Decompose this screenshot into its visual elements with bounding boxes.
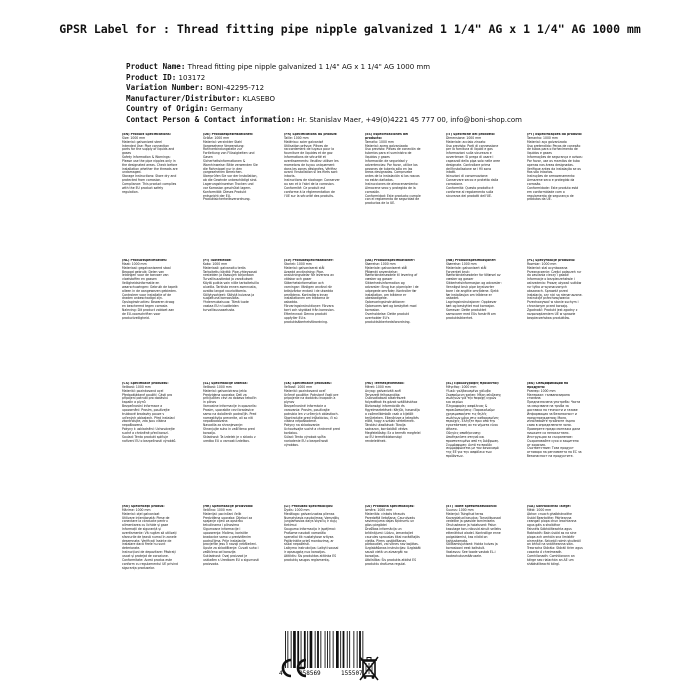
barcode-digits-mid: 058569 [299, 670, 321, 676]
spec-block-header: (FI) Tuotetiedot: [203, 259, 232, 262]
spec-line: Konformität: Dieses Produkt entspricht der EU-Produktsicherheitsverordnung. [203, 189, 251, 202]
barcode-bar [336, 631, 339, 668]
spec-line: Предназначена употреба: Части за свързване на тръби за доставка на течности и газове [527, 400, 581, 412]
spec-line: Yhdenmukaisuus: Tämä tuote vastaa EU:n tuotteiden turvallisuusasetusta. [203, 300, 249, 312]
spec-block [203, 382, 259, 500]
barcode-bar [315, 631, 316, 668]
spec-block-header: (DE) Produktspezifikationen: [203, 133, 254, 136]
spec-line: Vorgesehene Verwendung: Rohrverbindungsteile zur Fortleitung von Flüssigkeiten und Gasen [203, 143, 255, 160]
spec-line: Størrelse: 1000 mm [446, 261, 477, 266]
spec-block [365, 133, 421, 251]
spec-line: Material: verzinkter Stahl [203, 139, 243, 144]
spec-line: Biztonsági információk és figyelmeztetések: Kérjük, használja a csőmellbimbók csak a kijelölt területeken. Ellenőrizze a telepítés előtt, hogy a szálak sértetlenek. [365, 404, 420, 424]
spec-line: Materiaal: gegalvaniseerd staal [122, 265, 171, 270]
barcode-digits-left: 4 [279, 670, 283, 676]
spec-line: Skladnost: Ta izdelek je v skladu z uredbo EU o varnosti izdelkov. [203, 434, 256, 443]
spec-line: Instructions de stockage: Conserver au sec et à l'abri de la corrosion. [284, 178, 340, 186]
spec-block [527, 505, 583, 623]
barcode-bar [333, 631, 334, 668]
spec-line: Conformidad: Este producto cumple con el reglamento de seguridad de productos de la UE. [365, 193, 421, 206]
spec-line: Bezpečnostné informácie a varovania: Prosím, používajte potrubia len v určených oblastiach. Skontrolujte pred inštaláciou, či sú vlákna nepoškodené. [284, 404, 339, 424]
spec-line: Säilytysohjeet: Säilytä kuivana ja suojattuna korroosiolta. [203, 292, 255, 301]
spec-line: Sikkerhedsinformation og advarsler: Brug kun pipenipler i de udpegede områder. Kontroller før installation, om trådene er ubeskadigede. [365, 281, 419, 301]
spec-line: Størrelse: 1000 mm [365, 261, 396, 266]
spec-block-header: (SL) Specifikacije izdelka: [203, 382, 248, 385]
spec-line: Sigurnosne informacije i upozorenja: Molimo, koristite bradavice samo u predviđenim područjima. Prije instalacije provjerite jesu li navoji neoštećeni. [203, 527, 258, 547]
spec-line: Koko: 1000 mm [203, 261, 228, 266]
spec-block [122, 505, 178, 623]
spec-line: Intended Use: Pipe connection parts for the supply of liquids and gases [122, 143, 175, 156]
spec-line: Méret: 1000 mm [365, 384, 391, 389]
spec-block [527, 259, 583, 377]
spec-line: Sukladnost: Ovaj proizvod je usklađen s Uredbom EU o sigurnosti proizvoda. [203, 553, 259, 566]
spec-block [365, 382, 421, 500]
spec-line: Ábhar: cruach ghalbhánaithe [527, 511, 572, 516]
spec-line: Rozmiar: 1000 mm [527, 261, 557, 266]
spec-block [446, 382, 502, 500]
spec-line: Dimensione: 1000 mm [446, 135, 482, 140]
spec-line: Informazioni sulla sicurezza e avvertenze: Si prega di usare i capezzoli della pipa solo nelle aree designate. Controllare prima dell'installazione se i fili sono intatti. [446, 151, 501, 175]
spec-block [284, 505, 340, 623]
spec-block-header: (RO) Specificații produs: [122, 505, 165, 508]
spec-line: Размер: 1000 mm [527, 388, 556, 393]
spec-line: Conformità: Questo prodotto è conforme al regolamento sulla sicurezza dei prodotti dell'UE. [446, 185, 494, 198]
spec-block [527, 382, 583, 500]
spec-line: Taille: 1000 mm [284, 135, 309, 140]
spec-line: Instrucțiuni de depozitare: Păstrați uscat și protejat de coroziune. [122, 550, 176, 558]
info-row-product-name: Product Name: Thread fitting pipe nipple galvanized 1 1/4" AG x 1 1/4" AG 1000 mm [126, 62, 431, 71]
spec-line: Veľkosť: 1000 mm [284, 384, 313, 389]
spec-block-header: (ES) Especificaciones del producto: [365, 133, 409, 140]
spec-line: Instruções de armazenamento: Armazene seco e protegido da corrosão. [527, 174, 576, 186]
spec-line: Overholdelse: Dette produkt overholder EU's produktsikkerhedsforordning. [365, 311, 411, 324]
spec-line: Οδηγίες αποθήκευσης: Αποθηκεύστε στεγνό και προστατευμένο από τη διάβρωση. [446, 430, 500, 443]
spec-line: Úsáid Beartaithe: Páirteanna ceangail píopa chun leachtanna agus gáis a sholáthar [527, 515, 577, 528]
spec-line: Anyag: galvanizált acél [365, 388, 401, 393]
spec-line: Atbilstība: Šis produkts atbilst ES produktu drošuma regulai. [365, 557, 417, 566]
spec-block-header: (BG) Спецификации на продукта: [527, 382, 569, 389]
spec-block [446, 505, 502, 623]
spec-line: Material: galvanizirano jeklo [203, 388, 247, 393]
spec-line: Beoogd gebruik: Delen van leidingen voor de toevoer van vloeistoffen en gassen [122, 269, 169, 282]
spec-block-header: (IT) Specifiche del prodotto: [446, 133, 496, 136]
spec-block-header: (ET) Toote spetsifikatsioonid: [446, 505, 498, 508]
spec-line: Pokyny na skladovanie: Uchovávajte suché a chránené pred koróziou. [284, 423, 340, 435]
barcode-digits-right: 155507 [341, 670, 363, 676]
label-title: GPSR Label for : Thread fitting pipe nipple galvanized 1 1/4" AG x 1 1/4" AG 1000 mm [59, 22, 641, 36]
spec-line: Izmērs: 1000 mm [365, 507, 393, 512]
spec-line: Tarkoitettu käyttö: Pipe-yhteysosat nesteiden ja kaasujen tarjontaan [203, 269, 257, 278]
spec-line: Safety Information & Warnings: Please use the pipe nipples only in the designated areas. Check before installation whether the threads are undamaged. [122, 155, 178, 175]
spec-line: Megfelelőség: Ez a termék megfelel az EU termékbiztonsági rendeletének. [365, 430, 421, 443]
spec-block [446, 259, 502, 377]
spec-line: Συμμόρφωση: Αυτό το προϊόν συμμορφώνεται με τον κανονισμό της ΕΕ για την ασφάλεια των προϊόντων. [446, 442, 499, 459]
spec-line: Σκοπούμενη χρήση: Μέρη σύνδεσης σωλήνων για την παροχή υγρών και αερίων [446, 392, 502, 405]
spec-block-header: (EN) Product Specifications: [122, 133, 171, 136]
ce-mark [279, 657, 309, 679]
spec-line: Ohutusteave ja hoiatused: Palun kasutage toru nibusid ainult selleks ettenähtud aladel. Kontrollige enne paigaldamist, kas niidid on kahjustamata. [446, 523, 501, 543]
spec-line: Informacje o bezpieczeństwie i ostrzeżenia: Proszę używać sutków rur tylko w wyznaczonych obszarach. Sprawdź przed instalacją, czy nici są nienaruszone. [527, 277, 583, 297]
spec-line: Pokyny k uskladnění: Uchovávejte suché a chráněné před korozí. [122, 427, 175, 435]
spec-line: Conformidade: Este produto está em conformidade com o regulamento de segurança de produtos da UE. [527, 185, 579, 202]
spec-line: Materiale: galvaniseret stål [365, 265, 408, 270]
spec-line: Méid: 1000 mm [527, 507, 552, 512]
barcode-bar [310, 631, 313, 668]
spec-line: Predviđena uporaba: Dijelovi za spajanje cijevi za opskrbu tekućinama i plinovima [203, 515, 253, 528]
spec-line: Bezpečnostní informace a upozornění: Prosím, používejte trubkové bradavky pouze v určených oblastech. Před instalací zkontrolujte, zda jsou vlákna nepoškozená. [122, 404, 175, 428]
barcode-bar [353, 631, 354, 668]
spec-line: Sicherheitsinformationen & Warnhinweise: Bitte verwenden Sie die Rohrnippel nur in den vorgesehenen Bereichen. Überprüfen Sie vor der Installation, ob die Gewinde unbeschädigt sind. [203, 158, 258, 183]
spec-block [284, 259, 340, 377]
spec-line: Lagerungshinweise: Trocken und vor Korrosion geschützt lagern. [203, 181, 254, 190]
spec-line: Uso previsto: Piezas de conexión de tuberías para el suministro de líquidos y gases [365, 147, 421, 160]
spec-line: Съответствие: Този продукт отговаря на регламента на ЕС за безопасност на продуктите. [527, 446, 582, 459]
spec-line: Opslaginstructies: Bewaren droog en beschermd tegen corrosie. [122, 300, 175, 309]
info-row-variation-number: Variation Number: BONI-42295-712 [126, 83, 265, 93]
spec-block [122, 382, 178, 500]
barcode-bar [317, 631, 319, 668]
spec-block [365, 259, 421, 377]
spec-line: Materiāls: cinkots tērauds [365, 511, 405, 516]
product-info [126, 62, 596, 126]
spec-line: Varnostne informacije in opozorila: Prosim, uporabite cevi bradavice samo na določenih področjih. Pred namestitvijo preverite, ali so niti nepoškodovane. [203, 404, 257, 424]
spec-line: Υλικό: γαλβανισμένο χάλυβα [446, 388, 491, 393]
spec-line: Przeznaczenie: Części połączeń rur do zasilania cieczy i gazów [527, 269, 582, 278]
crossed-out-bin-icon [358, 655, 380, 683]
spec-block-header: (GA) Sonraíochtaí Táirge: [527, 505, 571, 508]
spec-line: Lagringsinstruksjoner: Oppbevar tørt og beskyttet mot korrosjon. [446, 300, 497, 309]
spec-line: Atitiktis: Šis produktas atitinka ES produktų saugos reglamentą. [284, 553, 337, 562]
spec-block-header: (HU) Termékjellemzők: [365, 382, 405, 385]
spec-block-header: (FR) Spécifications du produit: [284, 133, 338, 136]
spec-line: Materiaali: galvanoitu teräs [203, 265, 246, 270]
barcode-bar [320, 631, 321, 668]
spec-line: Uzglabāšanas instrukcijas: Uzglabāt sausā vietā un aizsargāt no korozijas. [365, 546, 421, 558]
spec-line: Tamanho: 1000 mm [527, 135, 558, 140]
spec-block-header: (NB) Produktspesifikasjoner: [446, 259, 497, 262]
spec-line: Påtænkt anvendelse: Rørforbindelsesdele til levering af væsker og gasser [365, 269, 418, 282]
barcode-bar [343, 631, 345, 668]
spec-line: Laikymo instrukcijos: Laikyti sausai ir apsaugotą nuo korozijos. [284, 546, 339, 555]
barcode-bar [349, 631, 350, 668]
barcode-bar [329, 631, 330, 668]
spec-line: Материал: галванизирана стомана [527, 392, 570, 401]
spec-line: Instrukcje przechowywania: Przechowywać w stanie suchym i chronionym przed korozją. [527, 296, 579, 309]
spec-line: Dydis: 1000 mm [284, 507, 310, 512]
spec-line: Uso previsto: Parti di connessione per la fornitura di liquidi e gas [446, 143, 499, 152]
spec-line: Säkerhetsinformation och varningar: Vänligen använd rör bröstvårtor endast i de utsedda områdena. Kontrollera innan installationen om trådarna är oskadda. [284, 281, 333, 305]
spec-line: Veličina: 1000 mm [203, 507, 232, 512]
spec-line: Informații de siguranță și avertismente: Vă rugăm să utilizați sfarcurile de țeavă numai în zonele desemnate. Verificați înainte de instalare dacă firele nu sunt deteriorate. [122, 527, 177, 551]
spec-block-header: (SK) Špecifikácie produktu: [284, 382, 332, 385]
spec-line: Suurus: 1000 mm [446, 507, 474, 512]
spec-line: Material: aço galvanizado [527, 139, 567, 144]
spec-line: Treoracha Stórála: Stóráil tirim agus cosanta ó chreimeadh. [527, 546, 583, 555]
spec-line: Opbevaringsinstruktioner: Opbevares tørt og beskyttet mod korrosion. [365, 300, 417, 312]
spec-line: Súlad: Tento výrobok spĺňa nariadenie EÚ o bezpečnosti výrobkov. [284, 434, 329, 447]
spec-block [122, 259, 178, 377]
spec-block-header: (NL) Productspecificaties: [122, 259, 168, 262]
spec-line: Comhlíonadh: Comhlíonann an táirge seo rialachán an AE um shábháilteacht táirgí. [527, 553, 575, 566]
spec-line: Sikkerhetsinformasjon og advarsler: Vennligst bruk pipe brystvorter bare i de angitte områdene. Sjekk før installasjon om trådene er uskadet. [446, 281, 502, 301]
info-row-contact: Contact Person & Contact information: Hr. Stanislav Maer, +49(0)4221 45 777 00, info@boni-shop.com [126, 114, 522, 124]
spec-line: Materjal: Tsingitud teras [446, 511, 484, 516]
spec-block [365, 505, 421, 623]
spec-line: Material: galvaniserat stål [284, 265, 325, 270]
spec-line: Säilitamisjuhised: Hoida kuivas ja korrosiooni eest kaitstult. [446, 542, 498, 551]
spec-line: Předpokládané použití: Části pro připojení potrubí pro dodávku kapalin a plynů [122, 392, 173, 405]
spec-line: Materiale: galvanisert stål [446, 265, 487, 270]
spec-block-header: (DA) Produktspecifikationer: [365, 259, 415, 262]
spec-block-header: (LV) Produkta specifikācijas: [365, 505, 415, 508]
spec-line: Predvidena uporaba: Deli za priključitev cevi za dobavo tekočin in plinov [203, 392, 257, 405]
spec-block-header: (PT) Especificações do produto: [527, 133, 583, 136]
spec-line: Efterlevnad: Denna produkt uppfyller EU:s produktsäkerhetsförordning. [284, 311, 328, 324]
spec-line: Información de seguridad y advertencias: Por favor, utilice los pezones de tubería sólo en las áreas designadas. Compruebe antes de la instalación si las roscas no están dañadas. [365, 158, 420, 183]
spec-line: Materiál: pozinkovaná ocel [122, 388, 164, 393]
info-row-manufacturer: Manufacturer/Distributor: KLASEBO [126, 93, 276, 103]
spec-block [284, 133, 340, 251]
spec-line: Faisnéis Sábháilteachta agus Rabhaidh: Bain úsáid as na sine píopa ach amháin sna limistéir ainmnithe. Seiceáil roimh shuiteáil an bhfuil na snáitheanna slán. [527, 527, 581, 547]
spec-line: Tárolási utasítások: Tárolja szárazon, korróziótól védve. [365, 423, 409, 432]
spec-line: Materiál: pozinkovaná oceľ [284, 388, 326, 393]
spec-line: Informations de sécurité et avertissements: Veuillez utiliser les mamelons de tuyau uniquement dans les zones désignées. Vérifiez avant l'installation si les filets sont intacts. [284, 155, 339, 179]
spec-line: Medžiaga: galvanizuotas plienas [284, 511, 335, 516]
spec-line: Πληροφορίες ασφάλειας & προειδοποιήσεις: Παρακαλούμε χρησιμοποιήστε τις θηλές σωλήνων μόνο στις καθορισμένες περιοχές. Ελέγξτε πριν από την εγκατάσταση αν τα νήματα είναι άθικτα. [446, 404, 499, 432]
spec-line: Größe: 1000 mm [203, 135, 230, 140]
spec-block-header: (LT) Produkto specifikacijos: [284, 505, 334, 508]
spec-line: Maat: 1000 mm [122, 261, 147, 266]
spec-line: Utilisation prévue: Pièces de raccordement de tuyaux pour la fourniture de liquides et de gaz [284, 143, 334, 156]
barcode-bar [325, 631, 326, 668]
spec-block-header: (HR) Specifikacije proizvoda: [203, 505, 254, 508]
spec-line: Navodila za shranjevanje: Shranjujte suho in zaščiteno pred korozijo. [203, 423, 255, 435]
spec-line: Kavandatud kasutus: Torustikuosad vedelike ja gaaside tarnimiseks [446, 515, 501, 524]
info-row-product-id: Product ID: 103172 [126, 72, 206, 82]
spec-block-header: (EL) Προδιαγραφές προϊόντος: [446, 382, 500, 385]
spec-line: Samsvar: Dette produktet samsvarer med EUs forskrift om produktsikkerhet. [446, 307, 496, 320]
spec-line: Информация за безопасност и предупреждения: Моля, използвайте тръбните зърна само в определените зони. Проверете преди монтажа дали нишките са непокътнати. [527, 411, 581, 435]
barcode-bar [340, 631, 341, 668]
spec-block [446, 133, 502, 251]
spec-line: Materiale: acciaio zincato [446, 139, 486, 144]
spec-line: Materijal: pocinčani čelik [203, 511, 242, 516]
spec-line: Zgodność: Produkt jest zgodny z rozporządzeniem UE w sprawie bezpieczeństwa produktów. [527, 307, 578, 320]
spec-line: Veiligheidsinformatie en waarschuwingen: Gebruik de tapeik alleen in de aangewezen gebieden. Controleer voor installatie of de draden onbeschadigd zijn. [122, 281, 178, 301]
spec-line: Soulad: Tento produkt splňuje nařízení EU o bezpečnosti výrobků. [122, 434, 177, 443]
spec-line: Tervezett felhasználás: Csőcsatlakozó alkatrészek folyadékok és gázok szállításához [365, 392, 418, 405]
spec-line: Förvaringsinstruktioner: Förvara torrt och skyddad från korrosion. [284, 304, 335, 312]
spec-line: Matériau: acier galvanisé [284, 139, 324, 144]
spec-line: Informações de segurança e avisos: Por favor, use os mamilos de tubo apenas nas áreas designadas. Verifique antes da instalação se os fios são intactos. [527, 155, 583, 175]
spec-line: Turvallisuustiedot ja varoitukset: Käytä putkia vain niille tarkoitetuilla alueilla. Tarkista ennen asennusta, ovatko langat vaurioittomia. [203, 277, 259, 293]
spec-block-header: (PL) Specyfikacje produktu: [527, 259, 576, 262]
spec-block [122, 133, 178, 251]
spec-line: Conformité: Ce produit est conforme à la réglementation de l'UE sur la sécurité des produits. [284, 185, 335, 198]
barcode-bar [347, 631, 348, 668]
spec-line: Saugumo informacija ir įspėjimai: Prašome naudoti vamzdžio speneliai tik nustatytose srityse. Patikrinkite prieš montavimą, ar siūlai nepažeisti. [284, 527, 336, 547]
spec-block [203, 505, 259, 623]
spec-line: Forventet bruk: Rørforbindelsesdeler for tilførsel av væsker og gasser [446, 269, 501, 282]
spec-line: Materiał: stal ocynkowana [527, 265, 568, 270]
spec-line: Avsedd användning: Pipe-anslutningsdelar för leverans av vätskor och gaser [284, 269, 334, 282]
spec-line: Compliance: This product complies with the EU product safety regulation. [122, 181, 177, 194]
spec-line: Mărime: 1000 mm [122, 507, 151, 512]
spec-block [527, 133, 583, 251]
spec-line: Instrucciones de almacenamiento: Almacene seco y protegido de la corrosión. [365, 181, 419, 194]
spec-block [203, 259, 259, 377]
info-row-country-of-origin: Country of Origin: Germany [126, 104, 243, 114]
spec-line: Storage Instructions: Store dry and protected from corrosion. [122, 174, 177, 183]
spec-line: Tamaño: 1000 mm [365, 139, 394, 144]
spec-block-header: (SV) Produktspecifikationer: [284, 259, 334, 262]
spec-line: Μέγεθος: 1000 mm [446, 384, 477, 389]
spec-line: Conformitate: Acest produs este conform cu regulamentul UE privind siguranța produselor. [122, 557, 178, 570]
spec-line: Určené použitie: Potrubné časti pre pripojenie na dodávku kvapalín a plynov [284, 392, 339, 405]
spec-line: Naleving: Dit product voldoet aan de EU-voorschriften voor productveiligheid. [122, 307, 175, 320]
spec-block-header: (CS) Specifikace produktu: [122, 382, 169, 385]
spec-line: Material: oțel galvanizat [122, 511, 160, 516]
spec-line: Istruzioni di conservazione: Conservare secco e protetto dalla corrosione. [446, 174, 499, 186]
spec-line: Uso pretendido: Peças de conexão de tubos para o fornecimento de líquidos e gases [527, 143, 581, 156]
spec-line: Paredzētā lietošana: Cauruļvadu savienojuma daļas šķidrumu un gāzu piegādei [365, 515, 416, 528]
spec-block [284, 382, 340, 500]
barcode-bar [327, 631, 328, 668]
spec-line: Vastavus: See toode vastab EL-i tooteohutusmäärusele. [446, 550, 496, 558]
spec-line: Drošības informācija un brīdinājumi: Lūdzu, izmantojiet caurules sprauslas tikai norādītajās vietās. Pirms uzstādīšanas pārbaudiet, vai vītnes nav bojātas. [365, 527, 420, 547]
spec-block [203, 133, 259, 251]
spec-line: Material: acero galvanizado [365, 143, 408, 148]
spec-line: Utilizare intenționată: Piese de conectare la conducte pentru alimentarea cu lichide și gaze [122, 515, 170, 528]
spec-line: Upute za skladištenje: Čuvati suho i zaštićeno od korozije. [203, 546, 259, 555]
spec-line: Velikost: 1000 mm [122, 384, 151, 389]
spec-line: Numatytasis naudojimas: Vamzdžių jungiamosios dalys skysčių ir dujų tiekimui [284, 515, 340, 528]
spec-line: Инструкции за съхранение: Съхранявайте сухо и защитено от корозия. [527, 434, 579, 447]
spec-line: Storlek: 1000 mm [284, 261, 312, 266]
spec-line: Size: 1000 mm [122, 135, 146, 140]
spec-line: Material: galvanized steel [122, 139, 162, 144]
spec-line: Velikost: 1000 mm [203, 384, 232, 389]
